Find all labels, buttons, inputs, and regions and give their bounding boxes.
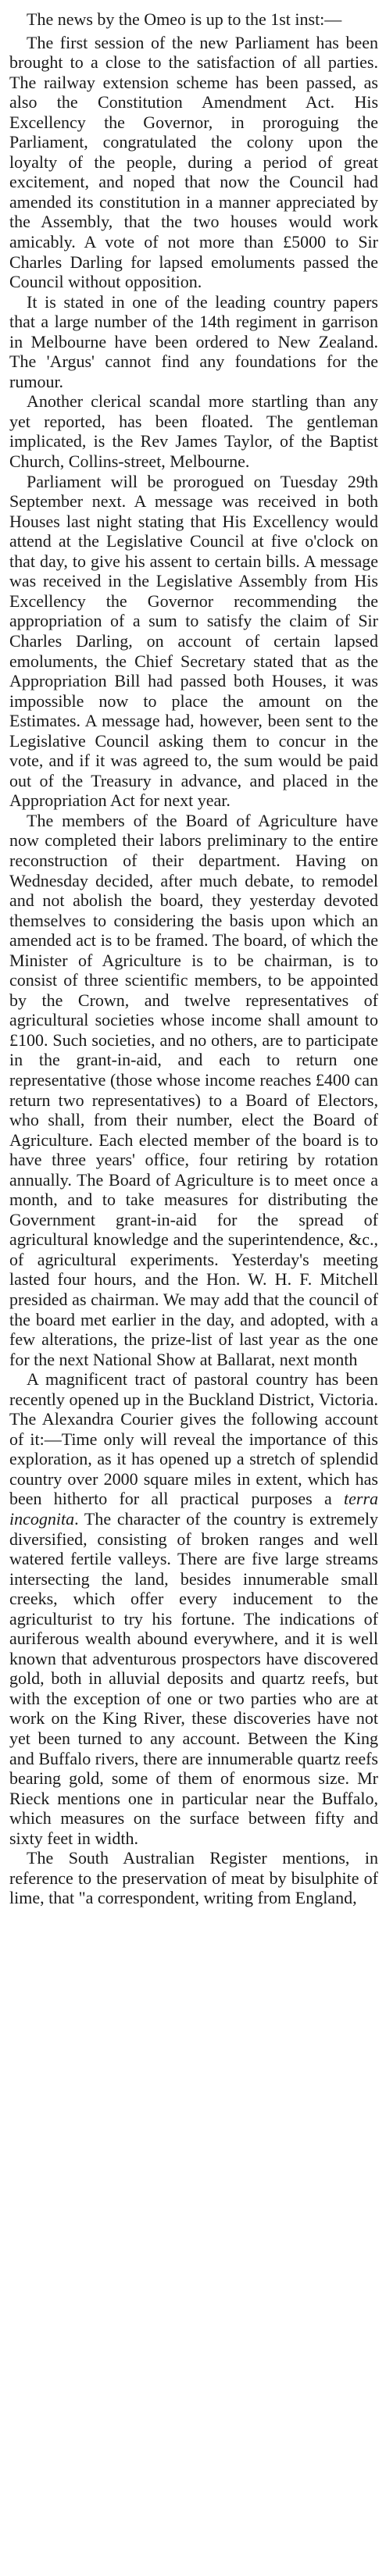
- paragraph-intro: The news by the Omeo is up to the 1st inst:—: [27, 9, 342, 29]
- paragraph-pastoral: [9, 1369, 378, 1848]
- paragraph-regiment: It is stated in one of the leading country papers that a large number of the 14th regiment in garrison in Melbourne have been ordered to New Zealand. The 'Argus' cannot find any foundations for the rumour.: [9, 291, 378, 391]
- pastoral-text-after: . The character of the country is extremely diversified, consisting of broken ranges and well watered fertile valleys. There are five large streams intersecting the land, besides innumerable small creeks, which offer every inducement to the agriculturist to try his fortune. The indications of auriferous wealth abound everywhere, and it is well known that adventurous prospectors have discovered gold, both in alluvial deposits and quartz reefs, but with the exception of one or two parties who are at work on the King River, these discoveries have not yet been turned to any account. Between the King and Buffalo rivers, there are innumerable quartz reefs bearing gold, some of them of enormous size. Mr Rieck mentions one in particular near the Buffalo, which measures on the surface between fifty and sixty feet in width.: [9, 1509, 378, 1848]
- paragraph-prorogued: Parliament will be prorogued on Tuesday 29th September next. A message was received in both Houses last night stating that His Excellency would attend at the Legislative Council at five o'clock on that day, to give his assent to certain bills. A message was received in the Legislative Assembly from His Excellency the Governor recommending the appropriation of a sum to satisfy the claim of Sir Charles Darling, on account of certain lapsed emoluments, the Chief Secretary stated that as the Appropriation Bill had passed both Houses, it was impossible now to place the amount on the Estimates. A message had, however, been sent to the Legislative Council asking them to concur in the vote, and if it was agreed to, the sum would be paid out of the Treasury in advance, and placed in the Appropriation Act for next year.: [9, 471, 378, 811]
- paragraph-register: The South Australian Register mentions, in reference to the preservation of meat by bisulphite of lime, that "a correspondent, writing from England,: [9, 1848, 378, 1908]
- paragraph-scandal: Another clerical scandal more startling than any yet reported, has been floated. The gentleman implicated, is the Rev James Taylor, of the Baptist Church, Collins-street, Melbourne.: [9, 391, 378, 472]
- pastoral-text-italic: terra incognita: [9, 1489, 378, 1529]
- paragraph-agriculture: The members of the Board of Agriculture have now completed their labors preliminary to the entire reconstruction of their department. Having on Wednesday decided, after much debate, to remodel and not abolish the board, they yesterday devoted themselves to considering the basis upon which an amended act is to be framed. The board, of which the Minister of Agriculture is to be chairman, is to consist of three scientific members, to be appointed by the Crown, and twelve representatives of agricultural societies whose income shall amount to £100. Such societies, and no others, are to participate in the grant-in-aid, and each to return one representative (those whose income reaches £400 can return two representatives) to a Board of Electors, who shall, from their number, elect the Board of Agriculture. Each elected member of the board is to have three years' office, four retiring by rotation annually. The Board of Agriculture is to meet once a month, and to take measures for distributing the Government grant-in-aid for the spread of agricultural knowledge and the superintendence, &c., of agricultural experiments. Yesterday's meeting lasted four hours, and the Hon. W. H. F. Mitchell presided as chairman. We may add that the council of the board met earlier in the day, and adopted, with a few alterations, the prize-list of last year as the one for the next National Show at Ballarat, next month: [9, 810, 378, 1369]
- pastoral-text-before: A magnificent tract of pastoral country has been recently opened up in the Buckland District, Victoria. The Alexandra Courier gives the following account of it:—Time only will reveal the importance of this exploration, as it has opened up a stretch of splendid country over 2000 square miles in extent, which has been hitherto for all practical purposes a: [9, 1369, 378, 1509]
- paragraph-parliament: The first session of the new Parliament has been brought to a close to the satisfaction of all parties. The railway extension scheme has been passed, as also the Constitution Amendment Act. His Excellency the Governor, in proroguing the Parliament, congratulated the colony upon the loyalty of the people, during a period of great excitement, and noped that now the Council had amended its constitution in a manner appreciated by the Assembly, that the two houses would work amicably. A vote of not more than £5000 to Sir Charles Darling for lapsed emoluments passed the Council without opposition.: [9, 32, 378, 292]
